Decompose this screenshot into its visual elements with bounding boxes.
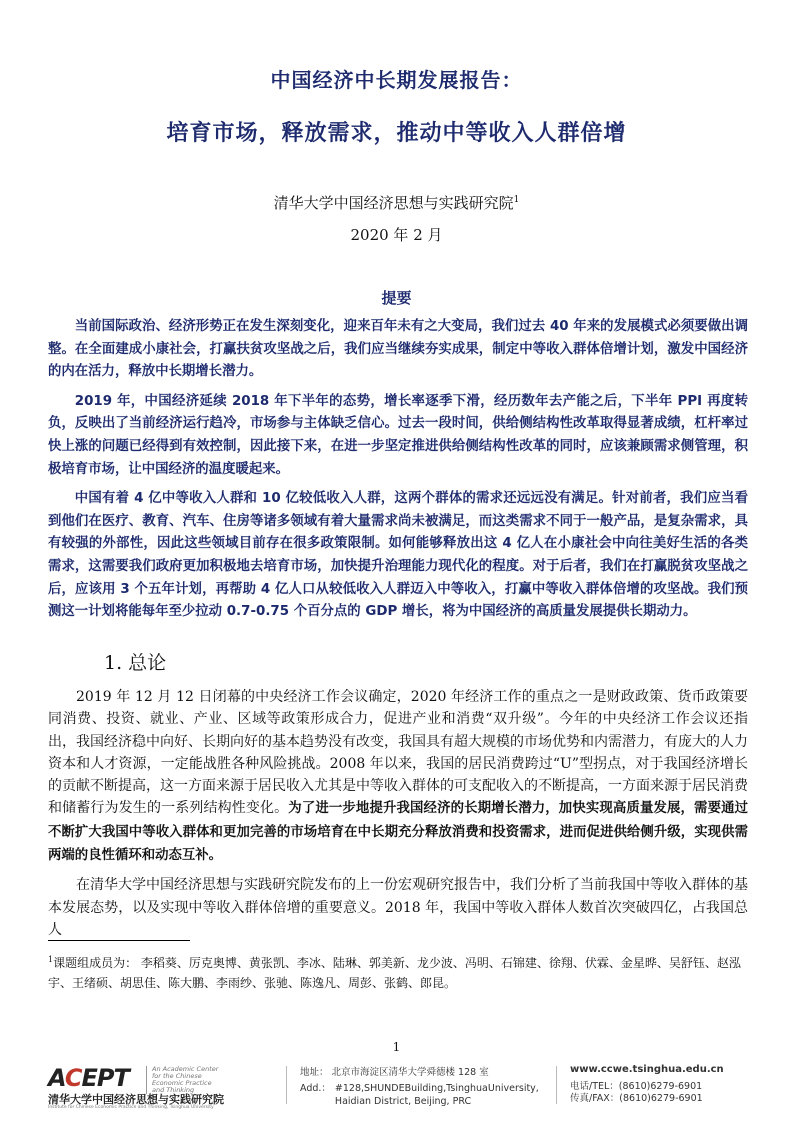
abstract <box>48 316 748 631</box>
author-name: 清华大学中国经济思想与实践研究院 <box>273 194 514 212</box>
accept-logo-icon: ACEPT <box>48 1064 129 1092</box>
abstract-paragraph: 2019 年，中国经济延续 2018 年下半年的态势，增长率逐季下滑，经历数年去产能之后，下半年 PPI 再度转负，反映出了当前经济运行趋冷，市场参与主体缺乏信心。过去一段时间，供给侧结构性改革取得显著成绩，杠杆率过快上涨的问题已经得到有效控制，因此接下来，在进一步坚定推进供给侧结构性改革的同时，应该兼顾需求侧管理，积极培育市场，让中国经济的温度暖起来。 <box>48 393 748 477</box>
author <box>0 192 793 213</box>
abstract-paragraph: 当前国际政治、经济形势正在发生深刻变化，迎来百年未有之大变局，我们过去 40 年来的发展模式必须要做出调整。在全面建成小康社会，打赢扶贫攻坚战之后，我们应当继续夯实成果，制定中等收入群体倍增计划，激发中国经济的内在活力，释放中长期增长潜力。 <box>48 319 748 380</box>
website-link[interactable]: www.ccwe.tsinghua.edu.cn <box>570 1064 724 1075</box>
page-footer <box>48 1064 748 1108</box>
footnote-divider <box>48 940 190 941</box>
body-text: 2019 年 12 月 12 日闭幕的中央经济工作会议确定，2020 年经济工作的重点之一是财政政策、货币政策要同消费、投资、就业、产业、区域等政策形成合力，促进产业和消费“双升级”。今年的中央经济工作会议还指出，我国经济稳中向好、长期向好的基本趋势没有改变，我国具有超大规模的市场优势和内需潜力，有庞大的人力资本和人才资源，一定能战胜各种风险挑战。2008 年以来，我国的居民消费跨过“U”型拐点，对于我国经济增长的贡献不断提高，这一方面来源于居民收入尤其是中等收入群体的可支配收入的不断提高，一方面来源于居民消费和储蓄行为发生的一系列结构性变化。 <box>48 689 748 817</box>
section-heading: 1. 总论 <box>104 652 167 674</box>
abstract-paragraph: 中国有着 4 亿中等收入人群和 10 亿较低收入人群，这两个群体的需求还远远没有满足。针对前者，我们应当看到他们在医疗、教育、汽车、住房等诸多领域有着大量需求尚未被满足，而这类需求不同于一般产品，是复杂需求，具有较强的外部性，因此这些领域目前存在很多政策限制。如何能够释放出这 4 亿人在小康社会中向往美好生活的各类需求，这需要我们政府更加积极地去培育市场，加快提升治理能力现代化的程度。对于后者，我们在打赢脱贫攻坚战之后，应该用 3 个五年计划，再帮助 4 亿人口从较低收入人群迈入中等收入，打赢中等收入群体倍增的攻坚战。我们预测这一计划将能每年至少拉动 0.7-0.75 个百分点的 GDP 增长，将为中国经济的高质量发展提供长期动力。 <box>48 491 748 620</box>
institute-name-cn: 清华大学中国经济思想与实践研究院 <box>48 1093 224 1106</box>
body-paragraph <box>48 686 748 867</box>
footnote-text: 课题组成员为： 李稻葵、厉克奥博、黄张凯、李冰、陆琳、郭美新、龙少波、冯明、石锦建、徐翔、伏霖、金星晔、吴舒钰、赵泓宇、王绪硕、胡思佳、陈大鹏、李雨纱、张驰、陈逸凡、周彭、张鹤、郎昆。 <box>48 956 741 990</box>
footnote <box>48 950 748 993</box>
logo-english: An Academic Center for the Chinese Economic Practice and Thinking <box>146 1066 222 1094</box>
institute-logo <box>48 1064 224 1110</box>
report-date: 2020 年 2 月 <box>350 226 443 244</box>
body-paragraph: 在清华大学中国经济思想与实践研究院发布的上一份宏观研究报告中，我们分析了当前我国中等收入群体的基本发展态势，以及实现中等收入群体倍增的重要意义。2018 年，我国中等收入群体人数首次突破四亿，占我国总人 <box>48 877 748 938</box>
abstract-heading: 提要 <box>381 289 412 307</box>
report-title-line1: 中国经济中长期发展报告： <box>270 68 523 92</box>
address-en-2: Haidian District, Beijing, PRC <box>334 1096 472 1107</box>
footer-address <box>300 1066 539 1108</box>
footnote-mark: 1 <box>48 955 54 964</box>
telephone: 电话/TEL：(8610)6279-6901 <box>570 1081 703 1092</box>
address-cn: 地址： 北京市海淀区清华大学舜德楼 128 室 <box>300 1067 489 1078</box>
body-bold-text: 为了进一步地提升我国经济的长期增长潜力，加快实现高质量发展，需要通过不断扩大我国中等收入群体和更加完善的市场培育在中长期充分释放消费和投资需求，进而促进供给侧升级，实现供需两端的良性循环和动态互补。 <box>48 801 749 864</box>
address-en-1: #128,SHUNDEBuilding,TsinghuaUniversity, <box>334 1083 539 1094</box>
section-body <box>48 686 748 948</box>
footer-contact <box>570 1064 724 1105</box>
footer-divider <box>286 1066 287 1104</box>
institute-name-en: Institute for Chinese Economic Practice and Thinking, Tsinghua University <box>48 1105 214 1110</box>
page-number: 1 <box>392 1040 401 1054</box>
fax: 传真/FAX：(8610)6279-6901 <box>570 1093 703 1104</box>
address-en-label: Add.： <box>300 1083 331 1094</box>
report-title-line2: 培育市场，释放需求，推动中等收入人群倍增 <box>166 121 627 146</box>
footnote-ref[interactable]: 1 <box>513 195 520 205</box>
footer-divider <box>556 1066 557 1104</box>
